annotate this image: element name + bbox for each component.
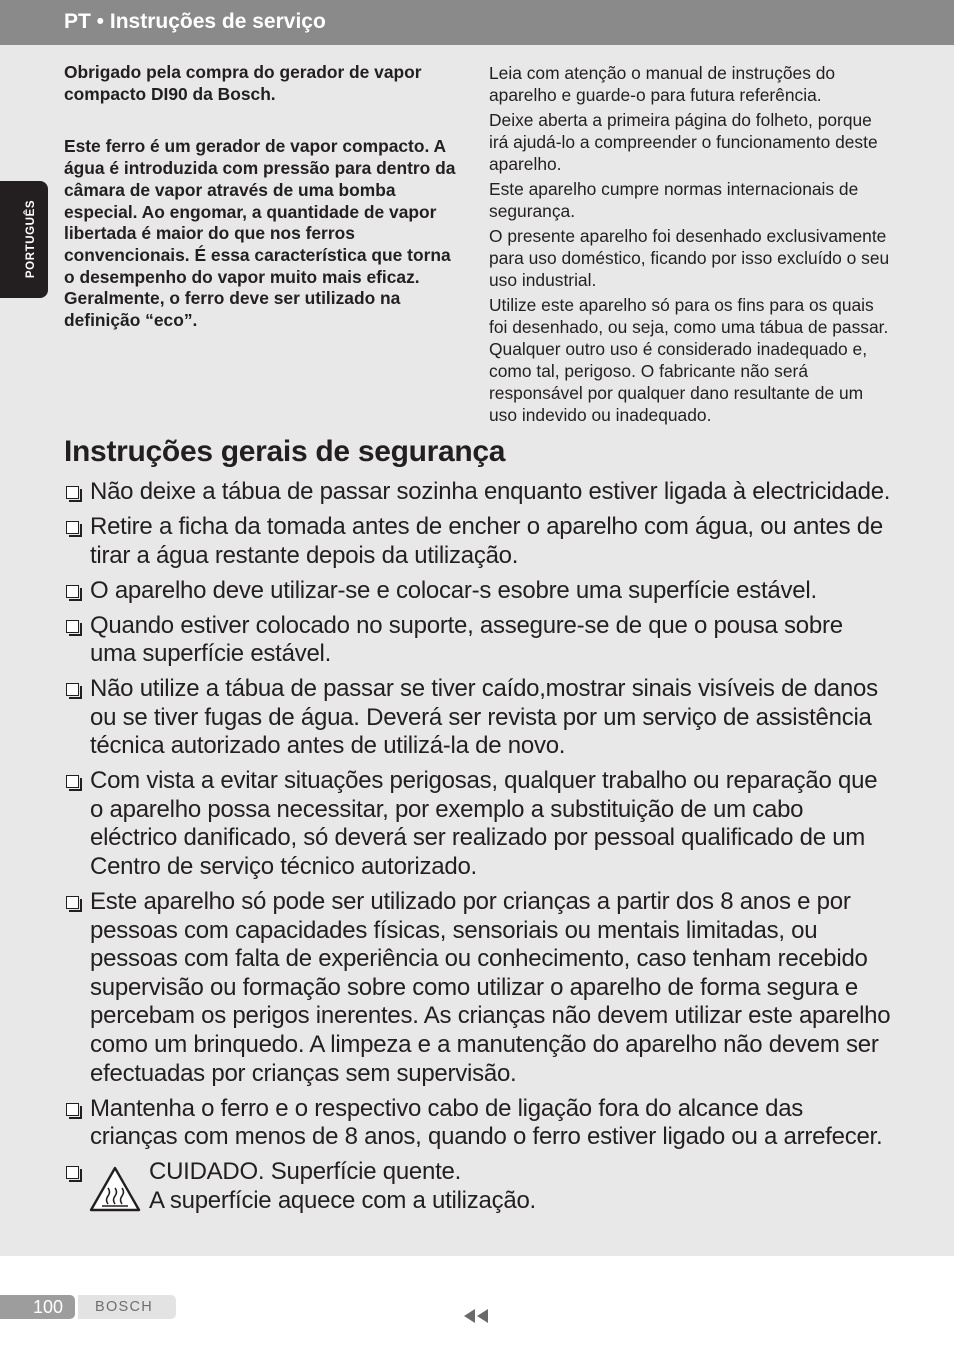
intro-right-paragraph: O presente aparelho foi desenhado exclusivamente para uso doméstico, ficando por isso excluído o seu uso industrial.: [489, 226, 890, 290]
list-item: [64, 577, 894, 606]
warning-line-2: A superfície aquece com a utilização.: [149, 1186, 536, 1214]
brand-tab: [78, 1295, 176, 1319]
checkbox-bullet-icon: [66, 775, 79, 788]
checkbox-bullet-icon: [66, 486, 79, 499]
list-item-text: Retire a ficha da tomada antes de encher o aparelho com água, ou antes de tirar a água restante depois da utilização.: [90, 512, 883, 569]
warning-list-item: [64, 1158, 894, 1220]
safety-list: [64, 478, 894, 1227]
header-title: PT • Instruções de serviço: [64, 10, 326, 33]
checkbox-bullet-icon: [66, 1103, 79, 1116]
safety-section-title: Instruções gerais de segurança: [64, 435, 506, 468]
list-item-text: O aparelho deve utilizar-se e colocar-s esobre uma superfície estável.: [90, 576, 817, 604]
checkbox-bullet-icon: [66, 521, 79, 534]
intro-thanks-paragraph: Obrigado pela compra do gerador de vapor compacto DI90 da Bosch.: [64, 62, 422, 104]
checkbox-bullet-icon: [66, 1166, 79, 1179]
intro-right-column: [489, 62, 894, 429]
checkbox-bullet-icon: [66, 896, 79, 909]
header-bar: [0, 0, 954, 45]
list-item: [64, 767, 894, 881]
list-item-text: Não utilize a tábua de passar se tiver caído,mostrar sinais visíveis de danos ou se tiver fugas de água. Deverá ser revista por um serviço de assistência técnica autorizado antes de utilizá-la de novo.: [90, 675, 878, 760]
list-item-text: Não deixe a tábua de passar sozinha enquanto estiver ligada à electricidade.: [90, 478, 891, 505]
checkbox-bullet-icon: [66, 585, 79, 598]
rewind-icon[interactable]: [463, 1309, 489, 1323]
warning-text: [149, 1158, 536, 1215]
list-item: [64, 675, 894, 761]
checkbox-bullet-icon: [66, 683, 79, 696]
list-item: [64, 513, 894, 570]
list-item: [64, 612, 894, 669]
language-tab: [0, 181, 48, 298]
intro-description-paragraph: Este ferro é um gerador de vapor compacto. A água é introduzida com pressão para dentro da câmara de vapor através de uma bomba especial. Ao engomar, a quantidade de vapor libertada é maior do que nos ferros convencionais. É essa característica que torna o desempenho do vapor muito mais eficaz. Geralmente, o ferro deve ser utilizado na definição “eco”.: [64, 136, 456, 331]
language-tab-label: PORTUGUÊS: [25, 199, 37, 279]
intro-right-paragraph: Utilize este aparelho só para os fins para os quais foi desenhado, ou seja, como uma tábua de passar. Qualquer outro uso é considerado inadequado e, como tal, perigoso. O fabricante não será responsável por qualquer dano resultante de um uso indevido ou inadequado.: [489, 295, 889, 425]
list-item-text: Quando estiver colocado no suporte, assegure-se de que o pousa sobre uma superfície estável.: [90, 611, 843, 668]
list-item: [64, 478, 894, 507]
list-item-text: Mantenha o ferro e o respectivo cabo de ligação fora do alcance das crianças com menos de 8 anos, quando o ferro estiver ligado ou a arrefecer.: [90, 1094, 883, 1151]
list-item-text: Com vista a evitar situações perigosas, qualquer trabalho ou reparação que o aparelho possa necessitar, por exemplo a substituição de um cabo eléctrico danificado, só deverá ser realizado por pessoal qualificado de um Centro de serviço técnico autorizado.: [90, 767, 878, 881]
page-number: 100: [32, 1297, 63, 1317]
hot-surface-warning-icon: [89, 1166, 141, 1212]
list-item-text: Este aparelho só pode ser utilizado por crianças a partir dos 8 anos e por pessoas com capacidades físicas, sensoriais ou mentais limitadas, ou pessoas com falta de experiência ou conhecimento, caso tenham recebido supervisão ou formação sobre como utilizar o aparelho de forma segura e percebam os perigos inerentes. As crianças não devem utilizar este aparelho como um brinquedo. A limpeza e a manutenção do aparelho não devem ser efectuadas por crianças sem supervisão.: [90, 888, 891, 1087]
intro-left-column: [64, 62, 464, 332]
intro-right-paragraph: Deixe aberta a primeira página do folheto, porque irá ajudá-lo a compreender o funcionamento deste aparelho.: [489, 110, 878, 174]
brand-name: BOSCH: [95, 1299, 154, 1315]
warning-line-1: CUIDADO. Superfície quente.: [149, 1158, 462, 1186]
checkbox-bullet-icon: [66, 620, 79, 633]
intro-right-paragraph: Leia com atenção o manual de instruções do aparelho e guarde-o para futura referência.: [489, 63, 836, 105]
page-number-tab: [0, 1295, 75, 1319]
intro-right-paragraph: Este aparelho cumpre normas internacionais de segurança.: [489, 179, 859, 221]
list-item: [64, 1095, 894, 1152]
list-item: [64, 888, 894, 1088]
